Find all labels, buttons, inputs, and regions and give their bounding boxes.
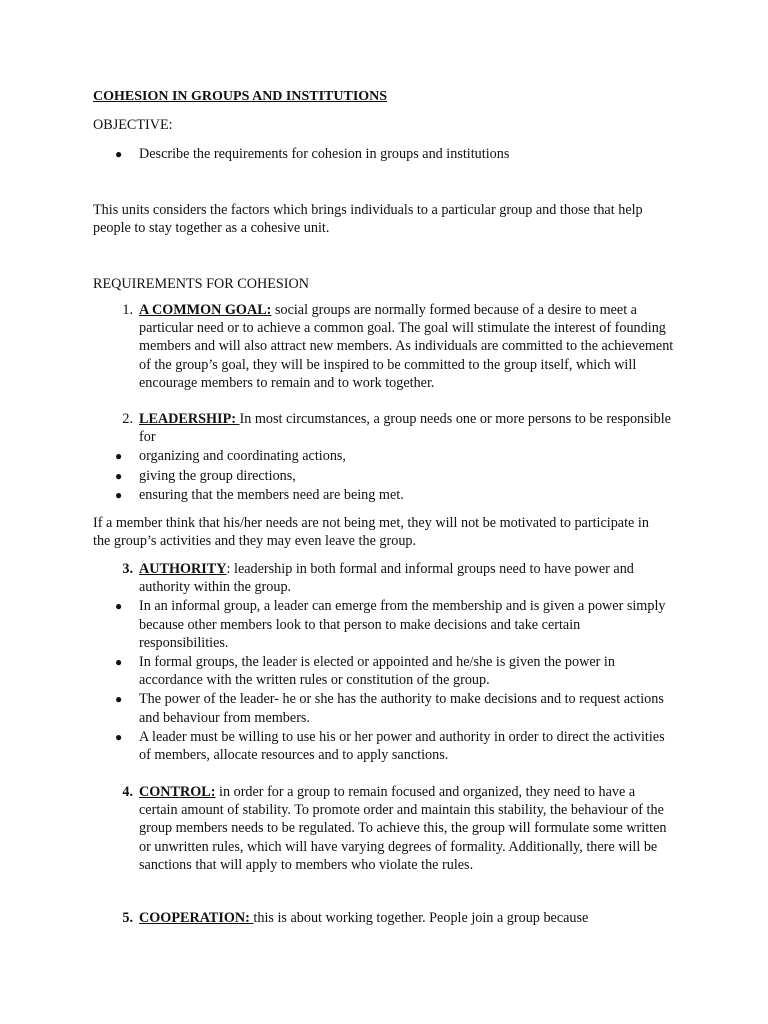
list-lead-text: COOPERATION: <box>139 910 254 926</box>
bullet-text: giving the group directions, <box>139 467 296 484</box>
bullet-icon: ● <box>115 147 123 161</box>
list-lead-text: A COMMON GOAL: <box>139 302 272 318</box>
objective-bullet-text: Describe the requirements for cohesion in groups and institutions <box>139 146 510 162</box>
list-item-authority <box>93 560 693 764</box>
list-lead-text: LEADERSHIP: <box>139 411 240 427</box>
list-body-text: : leadership in both formal and informal groups need to have power and authority within the group. <box>139 561 634 596</box>
requirements-heading: REQUIREMENTS FOR COHESION <box>93 276 309 292</box>
list-number: 3. <box>122 561 133 577</box>
bullet-icon: ● <box>115 655 123 670</box>
bullet-icon: ● <box>115 692 123 707</box>
bullet-text: In an informal group, a leader can emerge from the membership and is given a power simply because other members look to that person to make decisions and take certain responsibilities. <box>139 598 666 651</box>
list-item-cooperation <box>93 909 693 927</box>
list-body-text: this is about working together. People join a group because <box>253 910 589 926</box>
list-number: 5. <box>122 910 133 926</box>
bullet-icon: ● <box>115 729 123 744</box>
bullet-text: In formal groups, the leader is elected or appointed and he/she is given the power in accordance with the written rules or constitution of the group. <box>139 654 615 689</box>
list-body-text: in order for a group to remain focused and organized, they need to have a certain amount of stability. To promote order and maintain this stability, the behaviour of the group members needs to be regulated. To achieve this, the group will formulate some written or unwritten rules, which will have varying degrees of formality. Additionally, there will be sanctions that will apply to members who violate the rules. <box>139 784 667 873</box>
list-body-text: In most circumstances, a group needs one or more persons to be responsible for <box>139 411 671 446</box>
bullet-text: A leader must be willing to use his or her power and authority in order to direct the activities of members, allocate resources and to apply sanctions. <box>139 728 665 764</box>
intro-paragraph: This units considers the factors which brings individuals to a particular group and those that help people to stay together as a cohesive unit. <box>93 202 643 237</box>
bullet-icon: ● <box>115 599 123 614</box>
list-body-text: social groups are normally formed because of a desire to meet a particular need or to achieve a common goal. The goal will stimulate the interest of founding members and will also attract new members. As individuals are committed to the achievement of the group’s goal, they will be inspired to be committed to the group itself, which will encourage members to remain and to work together. <box>139 302 674 391</box>
bullet-text: organizing and coordinating actions, <box>139 448 346 465</box>
list-item-control <box>93 783 693 874</box>
objective-label: OBJECTIVE: <box>93 117 173 133</box>
bullet-text: ensuring that the members need are being met. <box>139 486 404 503</box>
list-lead-text: CONTROL: <box>139 784 216 800</box>
list-number: 4. <box>122 784 133 800</box>
list-number: 1. <box>122 302 133 318</box>
document-title: COHESION IN GROUPS AND INSTITUTIONS <box>93 89 388 104</box>
list-item-leadership <box>93 410 693 504</box>
bullet-icon: ● <box>115 468 123 483</box>
member-paragraph: If a member think that his/her needs are not being met, they will not be motivated to participate in the group’s activities and they may even leave the group. <box>93 515 649 550</box>
bullet-icon: ● <box>115 449 123 464</box>
objective-bullet-row <box>93 145 693 163</box>
list-number: 2. <box>122 411 133 427</box>
bullet-icon: ● <box>115 487 123 502</box>
bullet-text: The power of the leader- he or she has the authority to make decisions and to request actions and behaviour from members. <box>139 691 664 726</box>
list-lead-text: AUTHORITY <box>139 561 227 577</box>
list-item-common-goal <box>93 301 693 392</box>
